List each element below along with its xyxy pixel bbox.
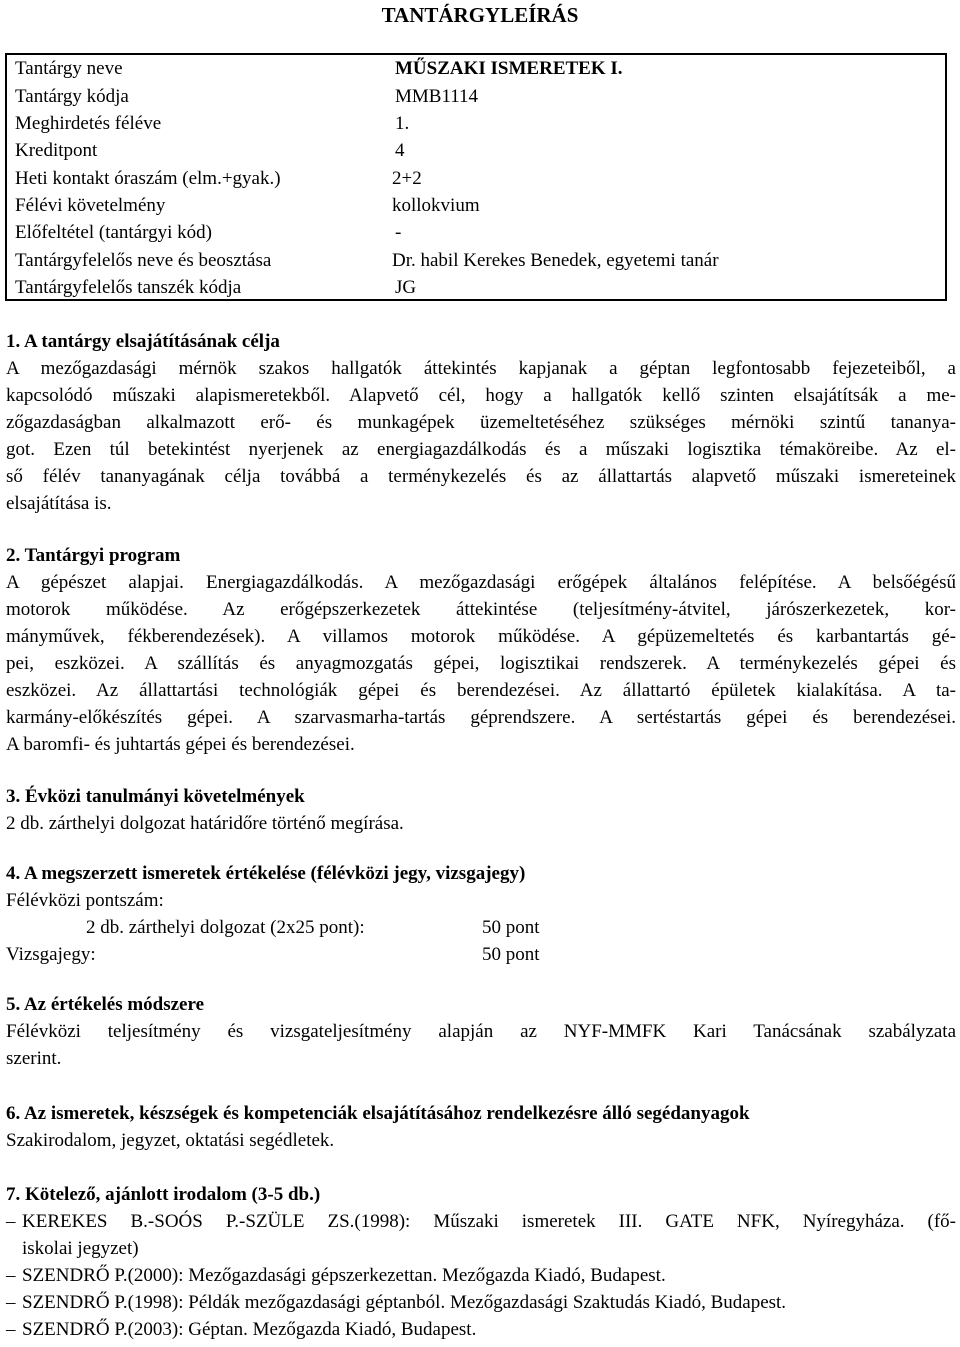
text-line: szerint. [6,1048,62,1069]
text-line: zőgazdaságban alkalmazott erő- és munkagépek üzemeltetéséhez szükséges mérnöki szintű tananya- [6,412,956,433]
text-line: Félévközi teljesítmény és vizsgateljesítmény alapján az NYF-MMFK Kari Tanácsának szabályzata [6,1021,956,1042]
info-label: Tantárgy neve [15,58,123,79]
info-value: MMB1114 [395,86,479,107]
text-line: A mezőgazdasági mérnök szakos hallgatók áttekintés kapjanak a géptan legfontosabb fejezeteiből, a [6,358,956,379]
dash-bullet: – [6,1292,16,1313]
section-method [6,991,956,1072]
info-value: JG [395,277,417,298]
exam-label: Vizsgajegy: [6,944,96,965]
text-line: motorok működése. Az erőgépszerkezetek áttekintése (teljesítmény-átvitel, járószerkezetek, kor- [6,599,956,620]
literature-text: SZENDRŐ P.(2000): Mezőgazdasági gépszerkezettan. Mezőgazda Kiadó, Budapest. [22,1265,666,1286]
info-value: Dr. habil Kerekes Benedek, egyetemi tanár [392,250,719,271]
grade-value: 50 pont [482,917,540,938]
text-line: eszközei. Az állattartási technológiák gépei és berendezései. Az állattartó épületek kialakítása. A ta- [6,680,956,701]
section-heading: 5. Az értékelés módszere [6,994,205,1015]
dash-bullet: – [6,1211,16,1232]
info-value: 2+2 [392,168,422,189]
section-heading: 2. Tantárgyi program [6,545,181,566]
info-label: Kreditpont [15,140,98,161]
section-program [6,542,956,758]
section-heading: 7. Kötelező, ajánlott irodalom (3-5 db.) [6,1184,321,1205]
info-label: Tantárgyfelelős neve és beosztása [15,250,272,271]
subheading: Félévközi pontszám: [6,890,164,911]
text-line: Szakirodalom, jegyzet, oktatási segédletek. [6,1130,335,1151]
literature-item [6,1289,956,1316]
info-value: kollokvium [392,195,480,216]
text-line: got. Ezen túl betekintést nyerjenek az energiagazdálkodás és a műszaki logisztika témaköreibe. Az el- [6,439,956,460]
literature-item [6,1316,956,1343]
info-label: Előfeltétel (tantárgyi kód) [15,222,212,243]
grade-label: 2 db. zárthelyi dolgozat (2x25 pont): [86,917,365,938]
literature-text: KEREKES B.-SOÓS P.-SZÜLE ZS.(1998): Műszaki ismeretek III. GATE NFK, Nyíregyháza. (fő- [22,1211,956,1232]
course-info-table [5,53,947,301]
info-label: Tantárgyfelelős tanszék kódja [15,277,242,298]
section-literature [6,1181,956,1343]
text-line: 2 db. zárthelyi dolgozat határidőre történő megírása. [6,813,404,834]
section-heading: 1. A tantárgy elsajátításának célja [6,331,280,352]
section-heading: 4. A megszerzett ismeretek értékelése (félévközi jegy, vizsgajegy) [6,863,526,884]
info-label: Félévi követelmény [15,195,166,216]
info-value: MŰSZAKI ISMERETEK I. [395,58,623,79]
info-value: 4 [395,140,405,161]
section-requirements [6,783,956,837]
section-materials [6,1100,956,1154]
page-title: TANTÁRGYLEÍRÁS [381,3,579,27]
text-line: mányművek, fékberendezések). A villamos motorok működése. A gépüzemeltetés és karbantartás gé- [6,626,956,647]
text-line: A baromfi- és juhtartás gépei és berendezései. [6,734,355,755]
info-label: Meghirdetés féléve [15,113,162,134]
grade-row [6,914,956,941]
exam-value: 50 pont [482,944,540,965]
literature-text: SZENDRŐ P.(2003): Géptan. Mezőgazda Kiadó, Budapest. [22,1319,477,1340]
info-label: Heti kontakt óraszám (elm.+gyak.) [15,168,281,189]
section-heading: 3. Évközi tanulmányi követelmények [6,786,305,807]
section-heading: 6. Az ismeretek, készségek és kompetenciák elsajátításához rendelkezésre álló segédanyagok [6,1103,750,1124]
info-value: - [395,222,402,243]
literature-item [6,1262,956,1289]
section-evaluation [6,860,956,968]
literature-item [6,1208,956,1262]
info-label: Tantárgy kódja [15,86,129,107]
literature-text: iskolai jegyzet) [22,1238,139,1259]
text-line: elsajátítása is. [6,493,112,514]
text-line: karmány-előkészítés gépei. A szarvasmarha-tartás géprendszere. A sertéstartás gépei és berendezései. [6,707,956,728]
info-value: 1. [395,113,410,134]
text-line: kapcsolódó műszaki alapismeretekből. Alapvető cél, hogy a hallgatók kellő szinten elsajátítsák a me- [6,385,956,406]
literature-text: SZENDRŐ P.(1998): Példák mezőgazdasági géptanból. Mezőgazdasági Szaktudás Kiadó, Budapest. [22,1292,787,1313]
text-line: pei, eszközei. A szállítás és anyagmozgatás gépei, logisztikai rendszerek. A terménykezelés gépei és [6,653,956,674]
exam-row [6,941,956,968]
text-line: ső félév tananyagának célja továbbá a terménykezelés és az állattartás alapvető műszaki ismereteinek [6,466,956,487]
text-line: A gépészet alapjai. Energiagazdálkodás. A mezőgazdasági erőgépek általános felépítése. A belsőégésű [6,572,956,593]
section-goal [6,328,956,517]
dash-bullet: – [6,1265,16,1286]
dash-bullet: – [6,1319,16,1340]
